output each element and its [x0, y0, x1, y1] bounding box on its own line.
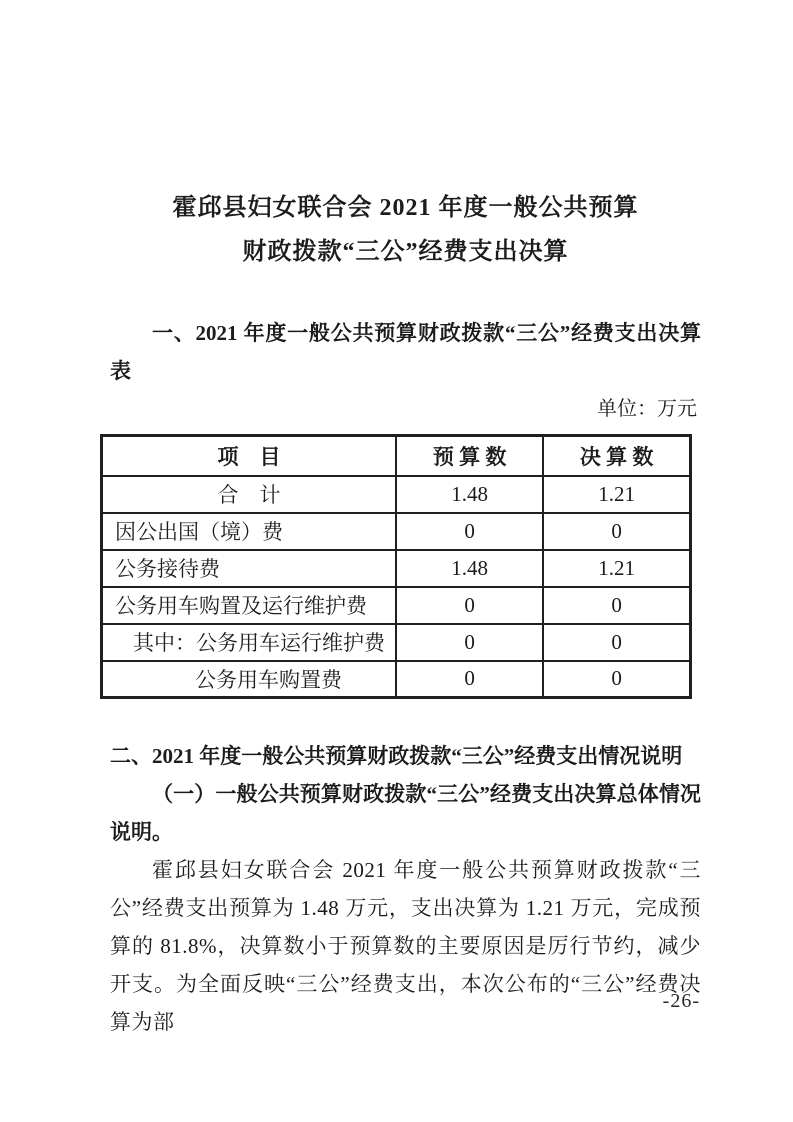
budget-cell: 1.48 — [396, 550, 543, 587]
final-cell: 1.21 — [543, 476, 690, 513]
section2-paragraph: 霍邱县妇女联合会 2021 年度一般公共预算财政拨款“三公”经费支出预算为 1.48 万元，支出决算为 1.21 万元，完成预算的 81.8%，决算数小于预算数的主要原因是厉行节约，减少开支。为全面反映“三公”经费支出，本次公布的“三公”经费决算为部 — [110, 858, 701, 1034]
budget-cell: 0 — [396, 513, 543, 550]
document-title-line2: 财政拨款“三公”经费支出决算 — [242, 239, 569, 265]
header-budget: 预 算 数 — [396, 436, 543, 476]
table-row-abroad — [102, 513, 691, 550]
table-row-total — [102, 476, 691, 513]
item-cell: 因公出国（境）费 — [102, 513, 397, 550]
header-final: 决 算 数 — [543, 436, 690, 476]
budget-cell: 0 — [396, 587, 543, 624]
final-cell: 0 — [543, 624, 690, 661]
table-header-row — [102, 436, 691, 476]
table-row-reception — [102, 550, 691, 587]
document-title — [110, 186, 701, 274]
final-cell: 0 — [543, 513, 690, 550]
item-cell: 公务接待费 — [102, 550, 397, 587]
unit-label: 单位：万元 — [597, 398, 697, 420]
table-row-vehicle-total — [102, 587, 691, 624]
budget-cell: 0 — [396, 624, 543, 661]
section2-heading: 二、2021 年度一般公共预算财政拨款“三公”经费支出情况说明 — [110, 744, 683, 768]
budget-cell: 0 — [396, 661, 543, 698]
item-cell: 其中：公务用车运行维护费 — [102, 624, 397, 661]
item-cell: 合 计 — [102, 476, 397, 513]
final-cell: 1.21 — [543, 550, 690, 587]
table-row-vehicle-operation — [102, 624, 691, 661]
section2-sub-heading: （一）一般公共预算财政拨款“三公”经费支出决算总体情况说明。 — [110, 782, 701, 844]
document-content — [0, 186, 793, 1041]
header-item: 项 目 — [102, 436, 397, 476]
table-row-vehicle-purchase — [102, 661, 691, 698]
section1-heading: 一、2021 年度一般公共预算财政拨款“三公”经费支出决算表 — [110, 321, 701, 383]
page-number: -26- — [662, 990, 700, 1012]
item-cell: 公务用车购置及运行维护费 — [102, 587, 397, 624]
expense-table — [100, 434, 692, 699]
final-cell: 0 — [543, 661, 690, 698]
document-title-line1: 霍邱县妇女联合会 2021 年度一般公共预算 — [172, 195, 639, 221]
item-cell: 公务用车购置费 — [102, 661, 397, 698]
final-cell: 0 — [543, 587, 690, 624]
budget-cell: 1.48 — [396, 476, 543, 513]
